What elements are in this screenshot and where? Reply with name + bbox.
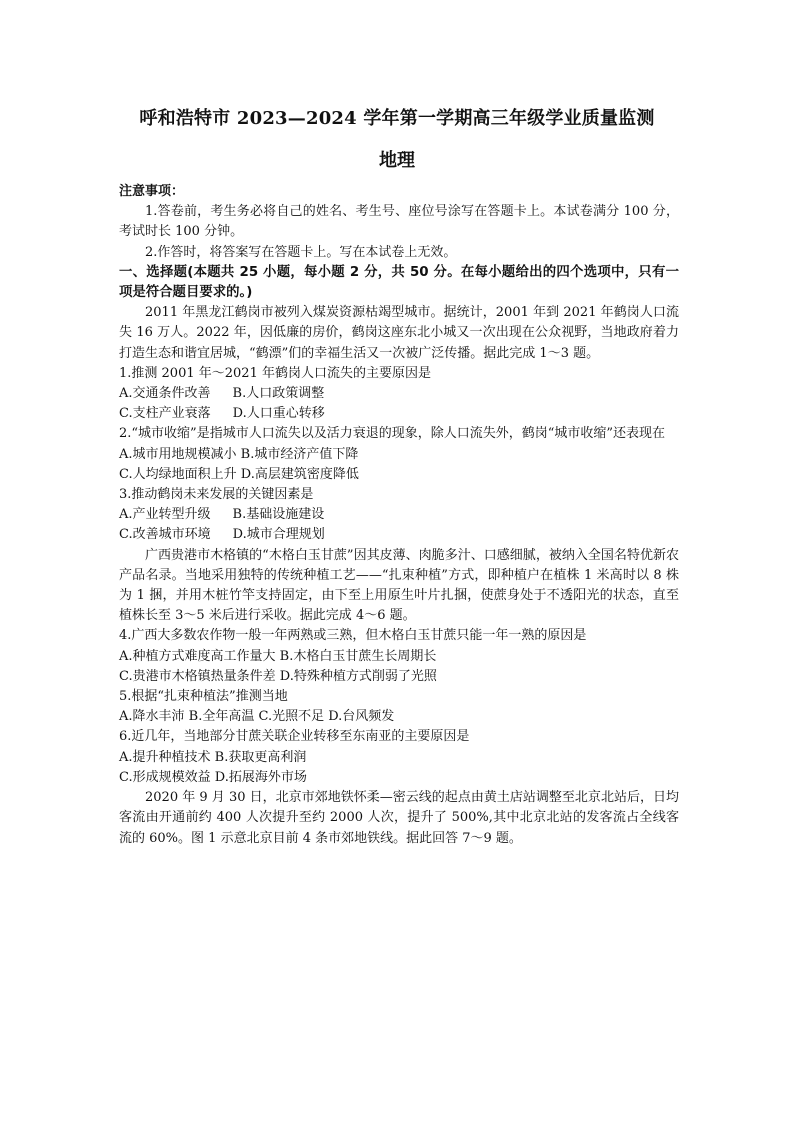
question-stem: 6.近几年，当地部分甘蔗关联企业转移至东南亚的主要原因是	[119, 729, 470, 745]
option-row: A.城市用地规模减小 B.城市经济产值下降	[119, 446, 359, 462]
exam-title: 呼和浩特市 2023—2024 学年第一学期高三年级学业质量监测	[139, 108, 655, 129]
notice-item-2: 2.作答时，将答案写在答题卡上。写在本试卷上无效。	[145, 244, 457, 260]
option-d: D.人口重心转移	[232, 406, 325, 422]
option-row	[119, 384, 679, 404]
exam-body	[119, 182, 679, 849]
option-b: B.基础设施建设	[232, 507, 325, 523]
question-stem: 5.根据“扎束种植法”推测当地	[119, 689, 288, 705]
option-row: C.形成规模效益 D.拓展海外市场	[119, 769, 307, 785]
question-stem: 4.广西大多数农作物一般一年两熟或三熟，但木格白玉甘蔗只能一年一熟的原因是	[119, 628, 587, 644]
option-row: A.种植方式难度高工作量大 B.木格白玉甘蔗生长周期长	[119, 648, 437, 664]
passage-2: 广西贵港市木格镇的“木格白玉甘蔗”因其皮薄、肉脆多汁、口感细腻，被纳入全国名特优新农产品名录。当地采用独特的传统种植工艺——“扎束种植”方式，即种植户在植株 1 米高时以 8 株为 1 捆，并用木桩竹竿支持固定，由下至上用原生叶片扎捆，使蔗身处于不透阳光的状态，直至植株长至 3～5 米后进行采收。据此完成 4～6 题。	[119, 547, 679, 624]
question-3	[119, 485, 679, 546]
option-b: B.人口政策调整	[232, 386, 325, 402]
subject-title: 地理	[379, 150, 415, 171]
option-row: C.人均绿地面积上升 D.高层建筑密度降低	[119, 466, 359, 482]
question-stem: 3.推动鹤岗未来发展的关键因素是	[119, 487, 314, 503]
question-stem: 2.“城市收缩”是指城市人口流失以及活力衰退的现象，除人口流失外，鹤岗“城市收缩”还表现在	[119, 426, 665, 442]
option-a: A.交通条件改善	[119, 386, 211, 402]
question-6	[119, 727, 679, 788]
question-4	[119, 626, 679, 687]
passage-3: 2020 年 9 月 30 日，北京市郊地铁怀柔—密云线的起点由黄土店站调整至北京北站后，日均客流由开通前约 400 人次提升至约 2000 人次，提升了 500%,其中北京北站的发客流占全线客流的 60%。图 1 示意北京目前 4 条市郊地铁线。据此回答 7～9 题。	[119, 790, 679, 846]
option-row	[119, 404, 679, 424]
option-row	[119, 525, 679, 545]
option-a: A.产业转型升级	[119, 507, 211, 523]
notice-heading: 注意事项：	[119, 184, 185, 199]
question-1	[119, 364, 679, 425]
notice-item-1: 1.答卷前，考生务必将自己的姓名、考生号、座位号涂写在答题卡上。本试卷满分 100 分，考试时长 100 分钟。	[119, 204, 679, 240]
option-row: C.贵港市木格镇热量条件差 D.特殊种植方式削弱了光照	[119, 668, 437, 684]
option-row: A.提升种植技术 B.获取更高利润	[119, 749, 307, 765]
option-c: C.支柱产业衰落	[119, 406, 211, 422]
option-row: A.降水丰沛 B.全年高温 C.光照不足 D.台风频发	[119, 709, 395, 725]
option-row	[119, 505, 679, 525]
option-d: D.城市合理规划	[232, 527, 325, 543]
option-c: C.改善城市环境	[119, 527, 211, 543]
passage-1: 2011 年黑龙江鹤岗市被列入煤炭资源枯竭型城市。据统计，2001 年到 2021 年鹤岗人口流失 16 万人。2022 年，因低廉的房价，鹤岗这座东北小城又一次出现在公众视野，当地政府着力打造生态和谐宜居城，“鹤漂”们的幸福生活又一次被广泛传播。据此完成 1～3 题。	[119, 305, 679, 361]
question-5	[119, 687, 679, 727]
section-heading-choice: 一、选择题(本题共 25 小题，每小题 2 分，共 50 分。在每小题给出的四个选项中，只有一项是符合题目要求的。)	[119, 264, 679, 301]
question-2	[119, 424, 679, 485]
question-stem: 1.推测 2001 年～2021 年鹤岗人口流失的主要原因是	[119, 365, 431, 381]
